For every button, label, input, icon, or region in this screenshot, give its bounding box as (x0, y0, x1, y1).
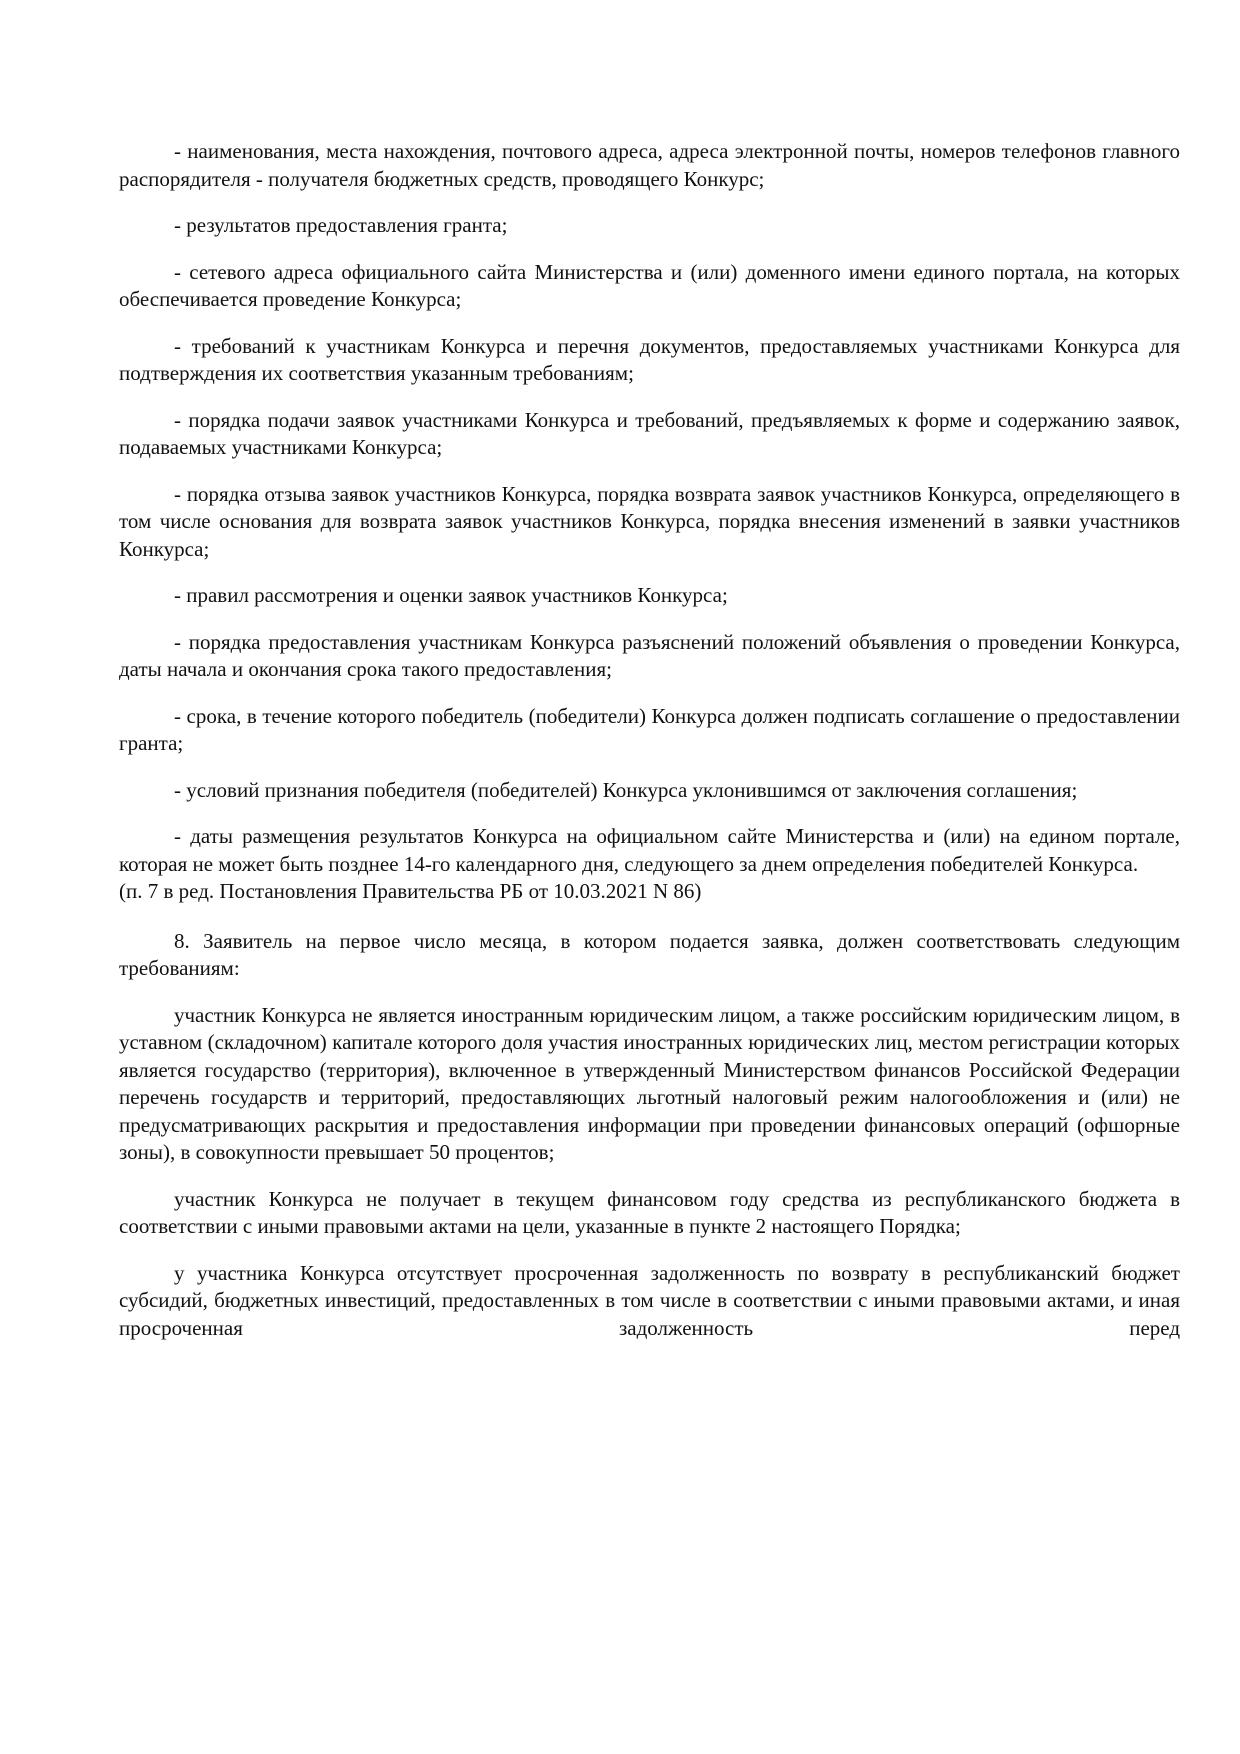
paragraph: - правил рассмотрения и оценки заявок участников Конкурса; (174, 583, 728, 607)
paragraph: - срока, в течение которого победитель (победители) Конкурса должен подписать соглашение о предоставлении гранта; (119, 703, 1180, 755)
paragraph: 8. Заявитель на первое число месяца, в котором подается заявка, должен соответствовать следующим требованиям: (119, 928, 1180, 980)
paragraph: - результатов предоставления гранта; (174, 213, 508, 237)
paragraph: - порядка подачи заявок участниками Конкурса и требований, предъявляемых к форме и содержанию заявок, подаваемых участниками Конкурса; (119, 407, 1180, 459)
document-page (119, 138, 1180, 1361)
paragraph: - наименования, места нахождения, почтового адреса, адреса электронной почты, номеров телефонов главного распорядителя - получателя бюджетных средств, проводящего Конкурс; (119, 139, 1180, 191)
paragraph: - порядка отзыва заявок участников Конкурса, порядка возврата заявок участников Конкурса, определяющего в том числе основания для возврата заявок участников Конкурса, порядка внесения изменений в заявки участников Конкурса; (119, 481, 1180, 561)
paragraph: - сетевого адреса официального сайта Министерства и (или) доменного имени единого портала, на которых обеспечивается проведение Конкурса; (119, 259, 1180, 311)
paragraph: - требований к участникам Конкурса и перечня документов, предоставляемых участниками Конкурса для подтверждения их соответствия указанным требованиям; (119, 333, 1180, 385)
paragraph: - даты размещения результатов Конкурса на официальном сайте Министерства и (или) на едином портале, которая не может быть позднее 14-го календарного дня, следующего за днем определения победителей Конкурса. (119, 824, 1180, 876)
paragraph: участник Конкурса не получает в текущем финансовом году средства из республиканского бюджета в соответствии с иными правовыми актами на цели, указанные в пункте 2 настоящего Порядка; (119, 1186, 1180, 1238)
paragraph: у участника Конкурса отсутствует просроченная задолженность по возврату в республиканский бюджет субсидий, бюджетных инвестиций, предоставленных в том числе в соответствии с иными правовыми актами, и иная просроченная задолженность перед (119, 1260, 1180, 1340)
amendment-note: (п. 7 в ред. Постановления Правительства РБ от 10.03.2021 N 86) (119, 879, 702, 903)
paragraph: - порядка предоставления участникам Конкурса разъяснений положений объявления о проведении Конкурса, даты начала и окончания срока такого предоставления; (119, 629, 1180, 681)
paragraph: - условий признания победителя (победителей) Конкурса уклонившимся от заключения соглашения; (174, 777, 1078, 802)
paragraph: участник Конкурса не является иностранным юридическим лицом, а также российским юридическим лицом, в уставном (складочном) капитале которого доля участия иностранных юридических лиц, местом регистрации которых является государство (территория), включенное в утвержденный Министерством финансов Российской Федерации перечень государств и территорий, предоставляющих льготный налоговый режим налогообложения и (или) не предусматривающих раскрытия и предоставления информации при проведении финансовых операций (офшорные зоны), в совокупности превышает 50 процентов; (119, 1002, 1180, 1164)
